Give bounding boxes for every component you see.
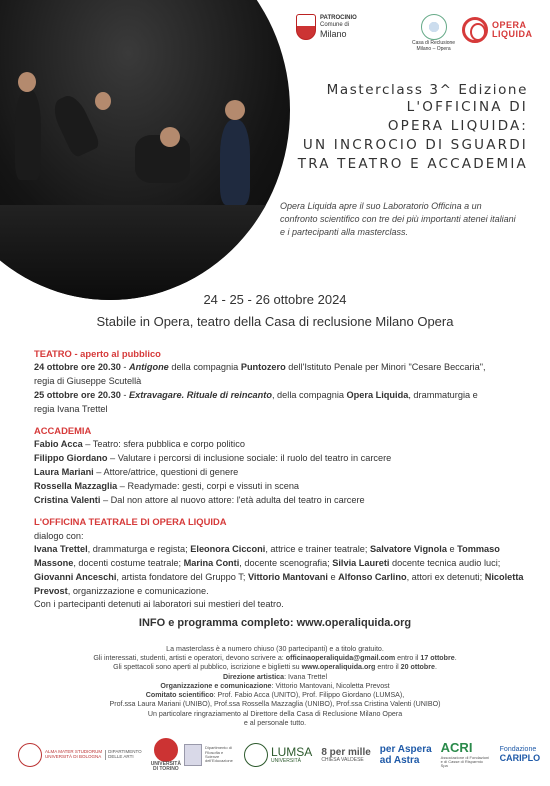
speaker-name: Fabio Acca (34, 439, 83, 450)
text: UNIVERSITÀ (270, 757, 301, 764)
text: LUMSA (270, 744, 313, 759)
teatro-event (34, 389, 524, 403)
person: Ivana Trettel (34, 544, 88, 555)
role: e (446, 544, 458, 555)
accademia-title: ACCADEMIA (34, 425, 92, 437)
role: , artista fondatore del Gruppo T; (116, 571, 248, 582)
casa-reclusione-logo (412, 14, 455, 53)
note-line: Prof.ssa Laura Mariani (UNIBO), Prof.ssa Rossella Mazzaglia (UNIBO), Prof.ssa Cristina Valenti (UNIBO) (109, 700, 441, 709)
person: Giovanni Anceschi (34, 571, 117, 582)
sep: - (120, 389, 129, 400)
liquida-label: LIQUIDA (492, 29, 533, 39)
person: Alfonso Carlino (338, 571, 407, 582)
event-venue: Stabile in Opera, teatro della Casa di reclusione Milano Opera (96, 314, 454, 329)
label: Organizzazione e comunicazione (160, 681, 272, 690)
title-block (278, 82, 528, 175)
text: , della compagnia (271, 389, 347, 400)
officina-participants (34, 543, 524, 598)
lumsa-seal-icon (244, 743, 268, 767)
text: . (434, 663, 437, 672)
sep: - (120, 362, 129, 373)
person: Marina Conti (183, 558, 240, 569)
sponsor-logos (18, 735, 550, 775)
person: Eleonora Cicconi (190, 544, 266, 555)
info-line[interactable]: INFO e programma completo: www.operaliquida.org (138, 617, 412, 629)
talk-title: – Teatro: sfera pubblica e corpo politico (82, 439, 245, 450)
unibo-logo (18, 743, 142, 767)
intro-text: Opera Liquida apre il suo Laboratorio Officina a un confronto scientifico con tre dei più importanti atenei italiani e i partecipanti alla masterclass. (280, 201, 516, 238)
text: ALMA MATER STUDIORUM (45, 749, 103, 755)
teatro-event-line2: regia di Giuseppe Scutellà (34, 375, 142, 386)
text: della compagnia (168, 362, 241, 373)
person: Tommaso Massone (34, 544, 500, 569)
milano-label: Milano (320, 28, 347, 39)
text: Associazione di Fondazioni e di Casse di Risparmio Spa (440, 754, 490, 769)
stage-floor (0, 205, 290, 300)
role: docente tecnica audio luci; (389, 558, 501, 569)
company-name: Puntozero (240, 362, 286, 373)
role: , drammaturga e regista; (87, 544, 191, 555)
talk-title: – Attore/attrice, questioni di genere (93, 467, 239, 477)
unito-seal-icon (154, 738, 178, 762)
title-line: UN INCROCIO DI SGUARDI (302, 137, 528, 154)
role: , attrice e trainer teatrale; (265, 544, 371, 555)
accademia-item (34, 452, 524, 466)
milano-shield-icon (296, 14, 316, 40)
text: ACRI (440, 740, 473, 756)
accademia-item (34, 466, 524, 480)
text: DELLE ARTI (108, 754, 134, 759)
dept-logo-icon (184, 744, 202, 766)
teatro-title: TEATRO - aperto al pubblico (34, 348, 161, 359)
talk-title: – Readymade: gesti, corpi e vissuti in scena (117, 480, 300, 491)
ottopermille-logo (321, 747, 370, 764)
text: entro il (395, 654, 421, 663)
text: , drammaturgia e (408, 389, 478, 400)
talk-title: – Dal non attore al nuovo attore: l'età adulta del teatro in carcere (100, 494, 365, 505)
person: Vittorio Mantovani (247, 571, 328, 582)
company-name: Opera Liquida (346, 389, 409, 400)
officina-intro: dialogo con: (34, 530, 84, 541)
text: Dipartimento di Filosofia e Scienze dell'Educazione (204, 745, 233, 764)
show-title: Extravagare. Rituale di reincanto (128, 389, 272, 400)
opera-label: OPERA (492, 19, 527, 30)
note-line: La masterclass è a numero chiuso (30 partecipanti) e a titolo gratuito. (166, 645, 384, 653)
note-line (30, 673, 520, 682)
casa-label: Casa di Reclusione (412, 40, 456, 46)
note-line (30, 682, 520, 691)
label: Comitato scientifico (145, 691, 214, 700)
note-line (30, 663, 520, 672)
text: Fondazione (499, 746, 537, 754)
teatro-event (34, 361, 524, 375)
performer-head (160, 127, 180, 147)
event-date: 25 ottobre ore 20.30 (34, 389, 121, 400)
cariplo-logo (500, 746, 541, 764)
website-link[interactable]: www.operaliquida.org (301, 663, 376, 672)
text: CARIPLO (499, 752, 541, 763)
role: , attori ex detenuti; (406, 571, 485, 582)
text: 8 per mille (321, 746, 371, 758)
comune-label: Comune di (320, 21, 350, 28)
note-line: e al personale tutto. (243, 718, 307, 727)
program-sections (34, 347, 524, 620)
note-line (30, 654, 520, 663)
unito-logo (151, 738, 235, 773)
text: DI TORINO (152, 766, 179, 772)
officina-section (34, 515, 524, 612)
label: Direzione artistica (222, 672, 285, 681)
performer-head (18, 72, 36, 92)
acri-logo (441, 741, 491, 768)
republic-seal-icon (421, 14, 447, 40)
edition-label: Masterclass 3^ Edizione (326, 82, 528, 98)
casa-place-label: Milano – Opera (416, 45, 451, 52)
teatro-section (34, 347, 524, 416)
unibo-seal-icon (18, 743, 42, 767)
show-title: Antigone (128, 362, 169, 373)
performer-figure (15, 90, 41, 180)
per-aspera-logo (380, 744, 432, 766)
title-line: L'OFFICINA DI (406, 99, 528, 115)
title-line: OPERA LIQUIDA: (387, 118, 528, 135)
hero-photo (0, 0, 290, 300)
text: ad Astra (379, 755, 420, 766)
performer-figure (220, 120, 250, 205)
patrocinio-label: PATROCINIO (320, 14, 357, 21)
text: UNIVERSITÀ DI BOLOGNA (45, 754, 102, 759)
performer-head (95, 92, 111, 110)
opera-liquida-ring-icon (462, 17, 488, 43)
text: : Prof. Fabio Acca (UNITO), Prof. Filippo Giordano (LUMSA), (213, 691, 405, 700)
accademia-item (34, 480, 524, 494)
role: , organizzazione e comunicazione. (67, 585, 209, 596)
text: DIPARTIMENTO (108, 749, 142, 755)
officina-closing: Con i partecipanti detenuti ai laboratori sui mestieri del teatro. (34, 599, 284, 610)
title-line: TRA TEATRO E ACCADEMIA (297, 156, 528, 173)
comune-milano-logo (296, 14, 357, 40)
text: : Ivana Trettel (284, 672, 328, 681)
text: : Vittorio Mantovani, Nicoletta Prevost (271, 681, 390, 690)
text: dell'Istituto Penale per Minori "Cesare Beccaria", (285, 362, 486, 373)
note-line: Un particolare ringraziamento al Direttore della Casa di Reclusione Milano Opera (147, 709, 403, 718)
speaker-name: Laura Mariani (34, 467, 94, 477)
role: , docente scenografia; (239, 558, 333, 569)
accademia-item (34, 494, 524, 508)
text: . (454, 654, 457, 663)
performer-head (225, 100, 245, 120)
officina-title: L'OFFICINA TEATRALE DI OPERA LIQUIDA (34, 516, 227, 528)
text: entro il (375, 663, 401, 672)
lumsa-logo (244, 743, 312, 767)
performer-figure (49, 91, 102, 158)
role: , docenti costume teatrale; (73, 558, 184, 569)
footer-notes (30, 645, 520, 728)
text: Gli spettacoli sono aperti al pubblico, iscrizione e biglietti su (113, 663, 302, 672)
deadline: 20 ottobre (400, 663, 435, 672)
speaker-name: Rossella Mazzaglia (34, 480, 118, 491)
speaker-name: Filippo Giordano (34, 453, 108, 464)
person: Salvatore Vignola (370, 544, 447, 555)
person: Silvia Laureti (332, 558, 390, 569)
text: UNIVERSITÀ (150, 760, 181, 767)
role: e (327, 571, 339, 582)
opera-liquida-logo (462, 17, 533, 43)
deadline: 17 ottobre (420, 654, 455, 663)
note-line (30, 691, 520, 700)
accademia-item (34, 438, 524, 452)
event-date: 24 ottobre ore 20.30 (34, 362, 121, 373)
person: Nicoletta Prevost (34, 571, 524, 596)
speaker-name: Cristina Valenti (34, 494, 101, 505)
talk-title: – Valutare i percorsi di inclusione sociale: il ruolo del teatro in carcere (107, 453, 392, 464)
text: per Aspera (379, 744, 432, 755)
teatro-event-line2: regia Ivana Trettel (34, 403, 108, 414)
event-dates: 24 - 25 - 26 ottobre 2024 (203, 292, 347, 307)
accademia-section (34, 424, 524, 507)
text: CHIESA VALDESE (321, 756, 364, 763)
text: Gli interessati, studenti, artisti e operatori, devono scrivere a: (93, 654, 286, 663)
email-link[interactable]: officinaoperaliquida@gmail.com (285, 654, 396, 663)
